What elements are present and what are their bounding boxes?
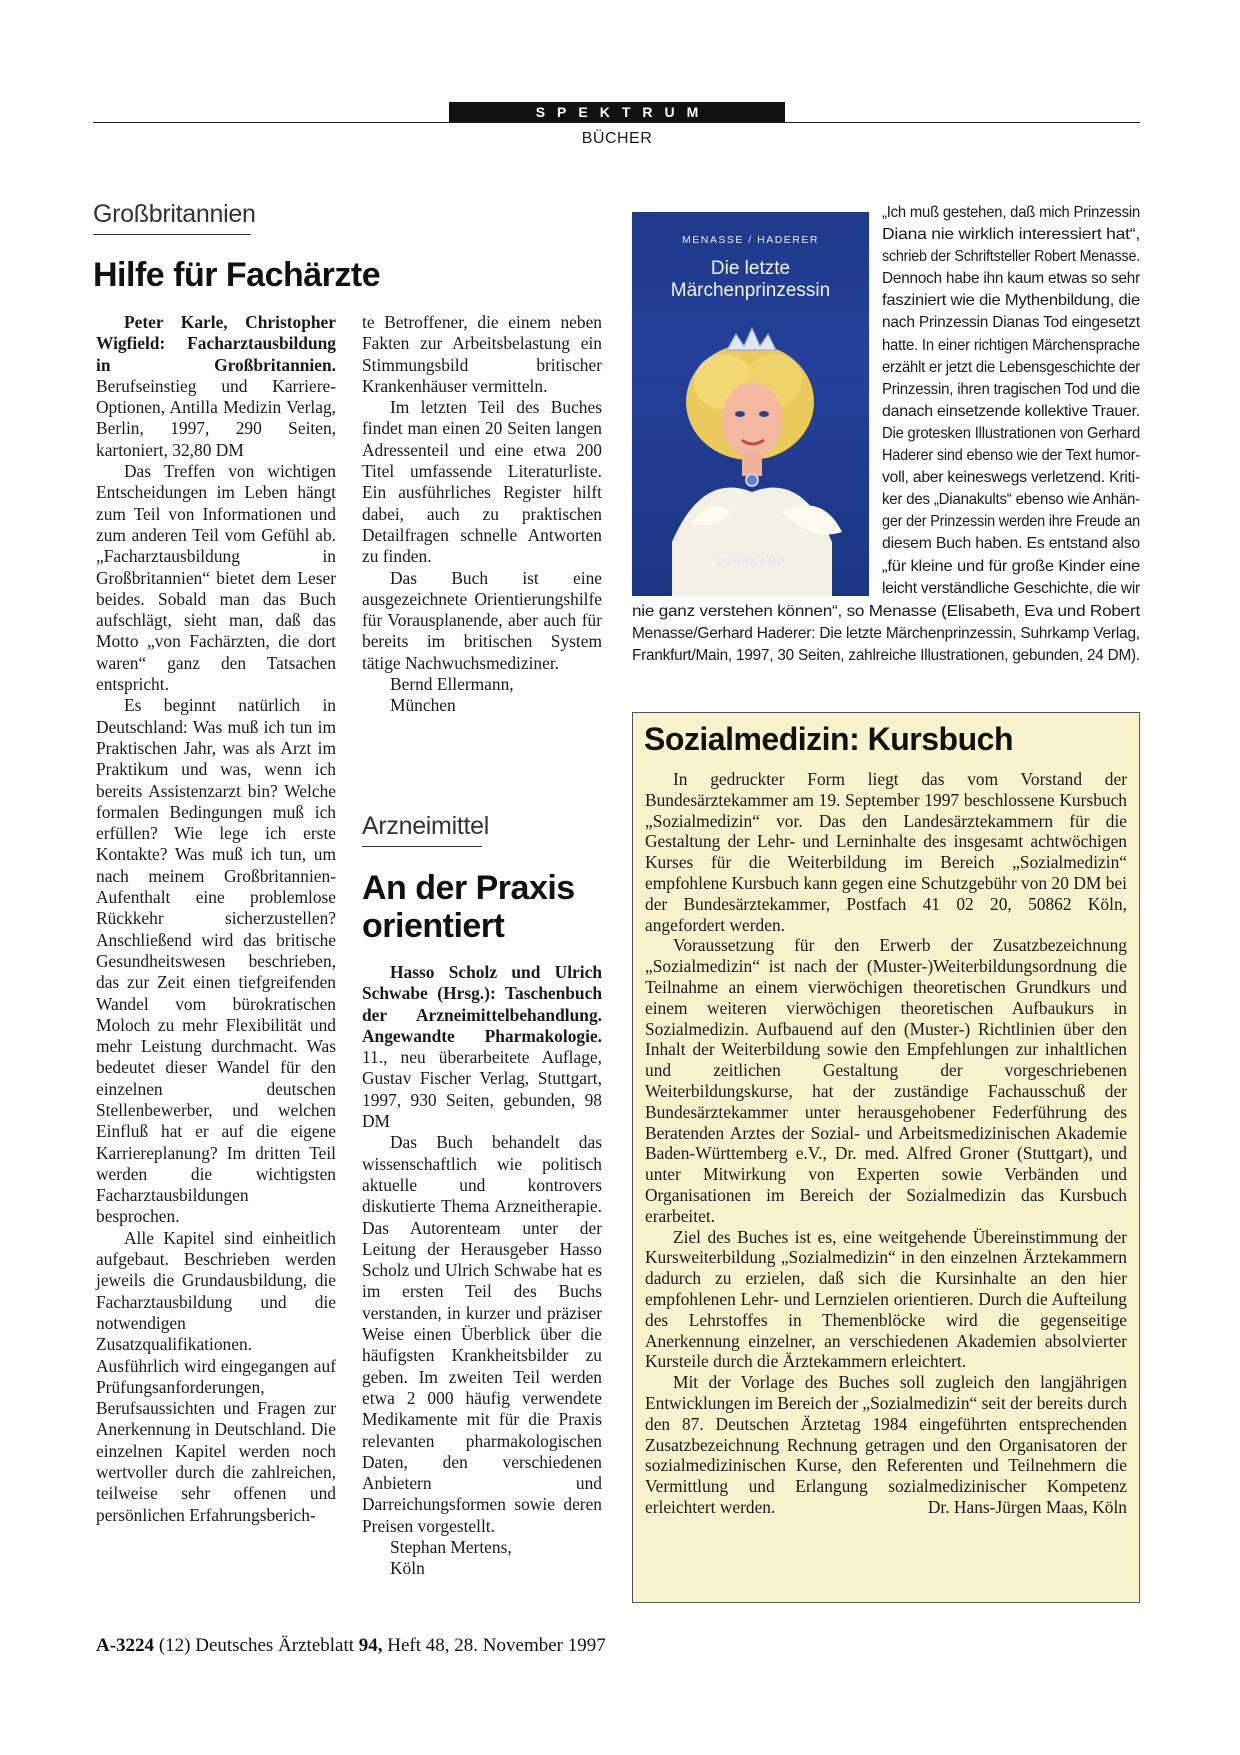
caption-line bbox=[882, 246, 1140, 268]
cover-title-line-1: Die letzte bbox=[710, 258, 791, 279]
caption-line-text: hatte. In einer richtigen Märchensprache bbox=[882, 336, 1140, 354]
box-paragraph-1: In gedruckter Form liegt das vom Vorstand der Bundesärztekammer am 19. September 1997 beschlossene Kursbuch „Sozialmedizin“ vor. Das den Landesärztekammern für die Gestaltung der Lehr- und Lerninhalte des insgesamt achtwöchigen Kurses für die Weiterbildung im Bereich „Sozialmedizin“ empfohlene Kursbuch kann gegen eine Schutzgebühr von 20 DM bei der Bundesärztekammer, Postfach 41 02 20, 50862 Köln, angefordert werden. bbox=[645, 769, 1127, 935]
caption-line-text: diesem Buch haben. Es entstand also bbox=[882, 535, 1140, 553]
headline-line-2: orientiert bbox=[362, 907, 505, 945]
article1-author: Bernd Ellermann, bbox=[390, 674, 514, 695]
caption-line-text: voll, aber keineswegs verletzend. Kriti- bbox=[882, 469, 1140, 487]
box-paragraph-3: Ziel des Buches ist es, eine weitgehende Übereinstimmung der Kursweiterbildung „Sozialmedizin“ in den einzelnen Ärztekammern dadurch zu erzielen, daß sich die Kursinhalte an den hier empfohlenen Lehr- und Lernzielen orientieren. Durch die Aufteilung des Lehrstoffes in Themenblöcke wird die gegenseitige Anerkennung einzelner, an verschiedenen Akademien absolvierter Kursteile durch die Ärztekammern erleichtert. bbox=[645, 1226, 1127, 1372]
footer-volume: 94, bbox=[358, 1635, 383, 1656]
article1-paragraph-6: Das Buch ist eine ausgezeichnete Orientierungshilfe für Vorausplanende, aber auch für bereits im britischen System tätige Nachwuchsmediziner. bbox=[362, 567, 602, 673]
article2-column bbox=[362, 962, 602, 1580]
caption-line-text: „Ich muß gestehen, daß mich Prinzessin bbox=[882, 204, 1140, 221]
caption-line bbox=[882, 202, 1140, 224]
caption-line-text: danach einsetzende kollektive Trauer. bbox=[882, 402, 1140, 420]
caption-line-text: ker des „Dianakults“ ebenso wie Anhän- bbox=[882, 491, 1140, 509]
cover-title-line-2: Märchenprinzessin bbox=[670, 280, 831, 301]
subsection-label: BÜCHER bbox=[581, 130, 653, 147]
caption-line bbox=[882, 335, 1140, 357]
caption-line-text: schrieb der Schriftsteller Robert Menasse. bbox=[882, 248, 1140, 266]
article1-biblio-rest: Berufseinstieg und Karriere-Optionen, Antilla Medizin Verlag, Berlin, 1997, 290 Seiten, kartoniert, 32,80 DM bbox=[96, 375, 336, 460]
caption-wide-line-text: Frankfurt/Main, 1997, 30 Seiten, zahlreiche Illustrationen, gebunden, 24 DM). bbox=[632, 647, 1140, 665]
header-rule bbox=[93, 122, 1140, 123]
caption-line-text: erzählt er jetzt die Lebensgeschichte der bbox=[882, 358, 1140, 376]
book-caption-narrow bbox=[882, 202, 1140, 600]
cover-authors: MENASSE / HADERER bbox=[682, 234, 819, 246]
caption-line bbox=[882, 312, 1140, 334]
article1-paragraph-3: Alle Kapitel sind einheitlich aufgebaut. Beschrieben werden jeweils die Grundausbildung, die Facharztausbildung und die notwendigen Zusatzqualifikationen. Ausführlich wird eingegangen auf Prüfungsanforderungen, Berufsaussichten und Fragen zur Anerkennung in Deutschland. Die einzelnen Kapitel werden noch wertvoller durch die zahlreichen, teilweise sehr offenen und persönlichen Erfahrungsberich- bbox=[96, 1227, 336, 1525]
book-cover-image bbox=[632, 212, 869, 596]
caption-line-text: Diana nie wirklich interessiert hat“, bbox=[882, 226, 1140, 244]
caption-line bbox=[882, 401, 1140, 423]
box-text bbox=[645, 769, 1127, 1518]
caption-line bbox=[882, 467, 1140, 489]
caption-line bbox=[882, 268, 1140, 290]
footer-issue-post: Heft 48, 28. November 1997 bbox=[382, 1635, 606, 1656]
box-paragraph-4 bbox=[645, 1372, 1127, 1518]
caption-line-text: fasziniert wie die Mythenbildung, die bbox=[882, 292, 1140, 310]
article1-column-2 bbox=[362, 312, 602, 717]
caption-line-text: ger der Prinzessin werden ihre Freude an bbox=[882, 513, 1140, 531]
headline-line-1: An der Praxis bbox=[362, 869, 575, 907]
article1-paragraph-2: Es beginnt natürlich in Deutschland: Was muß ich tun im Praktischen Jahr, was als Arzt im Praktikum und was, wenn ich bereits Assistenzarzt bin? Welche formalen Bedingungen muß ich erfüllen? Wie lege ich erste Kontakte? Was muß ich tun, um nach meinem Großbritannien-Aufenthalt eine problemlose Rückkehr sicherzustellen? Anschließend wird das britische Gesundheitswesen beschrieben, das zur Zeit einen tiefgreifenden Wandel vom bürokratischen Moloch zu mehr Flexibilität und mehr Leistung durchmacht. Was bedeutet dieser Wandel für den einzelnen deutschen Stellenbewerber, und welchen Einfluß hat er auf die eigene Karriereplanung? Im dritten Teil werden die wichtigsten Facharztausbildungen besprochen. bbox=[96, 695, 336, 1227]
caption-line-text: leicht verständliche Geschichte, die wir bbox=[882, 579, 1140, 597]
caption-line-text: Die grotesken Illustrationen von Gerhard bbox=[882, 424, 1140, 442]
caption-line bbox=[882, 578, 1140, 600]
headline-hilfe-fuer-fachaerzte: Hilfe für Fachärzte bbox=[93, 256, 381, 294]
box-paragraph-2: Voraussetzung für den Erwerb der Zusatzbezeichnung „Sozialmedizin“ ist nach der (Muster-)Weiterbildungsordnung die Teilnahme an einem vierwöchigen theoretischen Grundkurs und einem weiteren vierwöchigen theoretischen Aufbaukurs in Sozialmedizin. Aufbauend auf den (Muster-) Richtlinien über den Inhalt der Weiterbildung sowie den Empfehlungen zur inhaltlichen und zeitlichen Gestaltung der vorgeschriebenen Weiterbildungskurse, hat der zuständige Fachausschuß der Bundesärztekammer unter herausgehobener Federführung des Beratenden Arztes der Sozial- und Arbeitsmedizinischen Akademie Baden-Württemberg e.V., Dr. med. Alfred Groner (Stuttgart), und unter Mitwirkung von Experten sowie Verbänden und Organisationen im Bereich der Sozialmedizin das Kursbuch erarbeitet. bbox=[645, 935, 1127, 1226]
article1-column-1 bbox=[96, 312, 336, 1526]
caption-wide-line-text: nie ganz verstehen können“, so Menasse (Elisabeth, Eva und Robert bbox=[632, 603, 1140, 620]
article1-biblio-bold: Peter Karle, Christopher Wigfield: Facharztausbildung in Großbritannien. bbox=[96, 312, 336, 375]
article1-biblio bbox=[96, 312, 336, 461]
article2-paragraph-1: Das Buch behandelt das wissenschaftlich wie politisch aktuelle und kontrovers diskutierte Thema Arzneitherapie. Das Autorenteam unter der Leitung der Herausgeber Hasso Scholz und Ulrich Schwabe hat es im ersten Teil des Buchs verstanden, in kurzer und präziser Weise einen Überblick über die häufigsten Krankheitsbilder zu geben. Im zweiten Teil werden etwa 2 000 häufig verwendete Medikamente mit für die Praxis relevanten pharmakologischen Daten, den verschiedenen Anbietern und Darreichungsformen sowie deren Preisen vorgestellt. bbox=[362, 1132, 602, 1536]
cover-title bbox=[632, 258, 869, 302]
article1-paragraph-5: Im letzten Teil des Buches findet man einen 20 Seiten langen Adressenteil und eine etwa 200 Titel umfassende Literaturliste. Ein ausführliches Register hilft dabei, auch zu praktischen Detailfragen schnelle Antworten zu finden. bbox=[362, 397, 602, 567]
caption-line bbox=[882, 290, 1140, 312]
section-bar: SPEKTRUM bbox=[449, 102, 785, 123]
kicker-arzneimittel: Arzneimittel bbox=[362, 812, 482, 847]
caption-line bbox=[882, 224, 1140, 246]
footer-issue-pre: (12) Deutsches Ärzteblatt bbox=[154, 1635, 359, 1656]
caption-line-text: Haderer sind ebenso wie der Text humor- bbox=[882, 447, 1140, 465]
sozialmedizin-box bbox=[632, 712, 1140, 1603]
box-headline: Sozialmedizin: Kursbuch bbox=[644, 721, 1013, 757]
caption-wide-line bbox=[632, 645, 1140, 667]
caption-line-text: Prinzessin, ihren tragischen Tod und die bbox=[882, 380, 1140, 398]
article1-city: München bbox=[390, 695, 456, 716]
caption-line bbox=[882, 489, 1140, 511]
caption-line-text: „für kleine und für große Kinder eine bbox=[882, 557, 1140, 575]
page-footer bbox=[96, 1635, 606, 1657]
caption-line-text: nach Prinzessin Dianas Tod eingesetzt bbox=[882, 314, 1140, 332]
caption-wide-line bbox=[632, 601, 1140, 623]
caption-line bbox=[882, 379, 1140, 401]
caption-line bbox=[882, 556, 1140, 578]
article2-city: Köln bbox=[390, 1558, 425, 1579]
caption-line bbox=[882, 533, 1140, 555]
caption-line bbox=[882, 423, 1140, 445]
caption-wide-line-text: Menasse/Gerhard Haderer: Die letzte Märchenprinzessin, Suhrkamp Verlag, bbox=[632, 625, 1140, 643]
article1-paragraph-1: Das Treffen von wichtigen Entscheidungen im Leben hängt zum Teil von Informationen und zum anderen Teil vom Gefühl ab. „Facharztausbildung in Großbritannien“ bietet dem Leser beides. Sobald man das Buch aufschlägt, sieht man, daß das Motto „von Fachärzten, die dort waren“ ganz den Tatsachen entspricht. bbox=[96, 461, 336, 695]
article2-biblio-bold: Hasso Scholz und Ulrich Schwabe (Hrsg.): Taschenbuch der Arzneimittelbehandlung. Angewandte Pharmakologie. bbox=[362, 962, 602, 1046]
book-caption-wide bbox=[632, 601, 1140, 667]
caption-line bbox=[882, 357, 1140, 379]
box-author: Dr. Hans-Jürgen Maas, Köln bbox=[927, 1496, 1127, 1517]
box-paragraph-4-text: Mit der Vorlage des Buches soll zugleich den langjährigen Entwicklungen im Bereich der „Sozialmedizin“ seit der bereits durch den 87. Deutschen Ärztetag 1984 eingeführten entsprechenden Zusatzbezeichnung Rechnung getragen und den Organisatoren der sozialmedizinischen Kurse, den Referenten und Teilnehmern die Vermittlung und Erlangung sozialmedizinischer Kompetenz erleichtert werden. bbox=[645, 1372, 1127, 1517]
page-number: A-3224 bbox=[96, 1635, 155, 1656]
kicker-grossbritannien: Großbritannien bbox=[93, 200, 251, 235]
article2-biblio bbox=[362, 962, 602, 1132]
caption-line bbox=[882, 511, 1140, 533]
caption-wide-line bbox=[632, 623, 1140, 645]
caption-line bbox=[882, 445, 1140, 467]
article1-paragraph-4: te Betroffener, die einem neben Fakten zur Arbeitsbelastung ein Stimmungsbild britischer Krankenhäuser vermitteln. bbox=[362, 312, 602, 396]
headline-an-der-praxis-orientiert bbox=[362, 869, 575, 945]
article2-biblio-rest: 11., neu überarbeitete Auflage, Gustav Fischer Verlag, Stuttgart, 1997, 930 Seiten, gebunden, 98 DM bbox=[362, 1047, 602, 1132]
cover-publisher: SUHRKAMP bbox=[714, 556, 787, 568]
article2-author: Stephan Mertens, bbox=[390, 1537, 512, 1558]
caption-line-text: Dennoch habe ihn kaum etwas so sehr bbox=[882, 270, 1140, 288]
